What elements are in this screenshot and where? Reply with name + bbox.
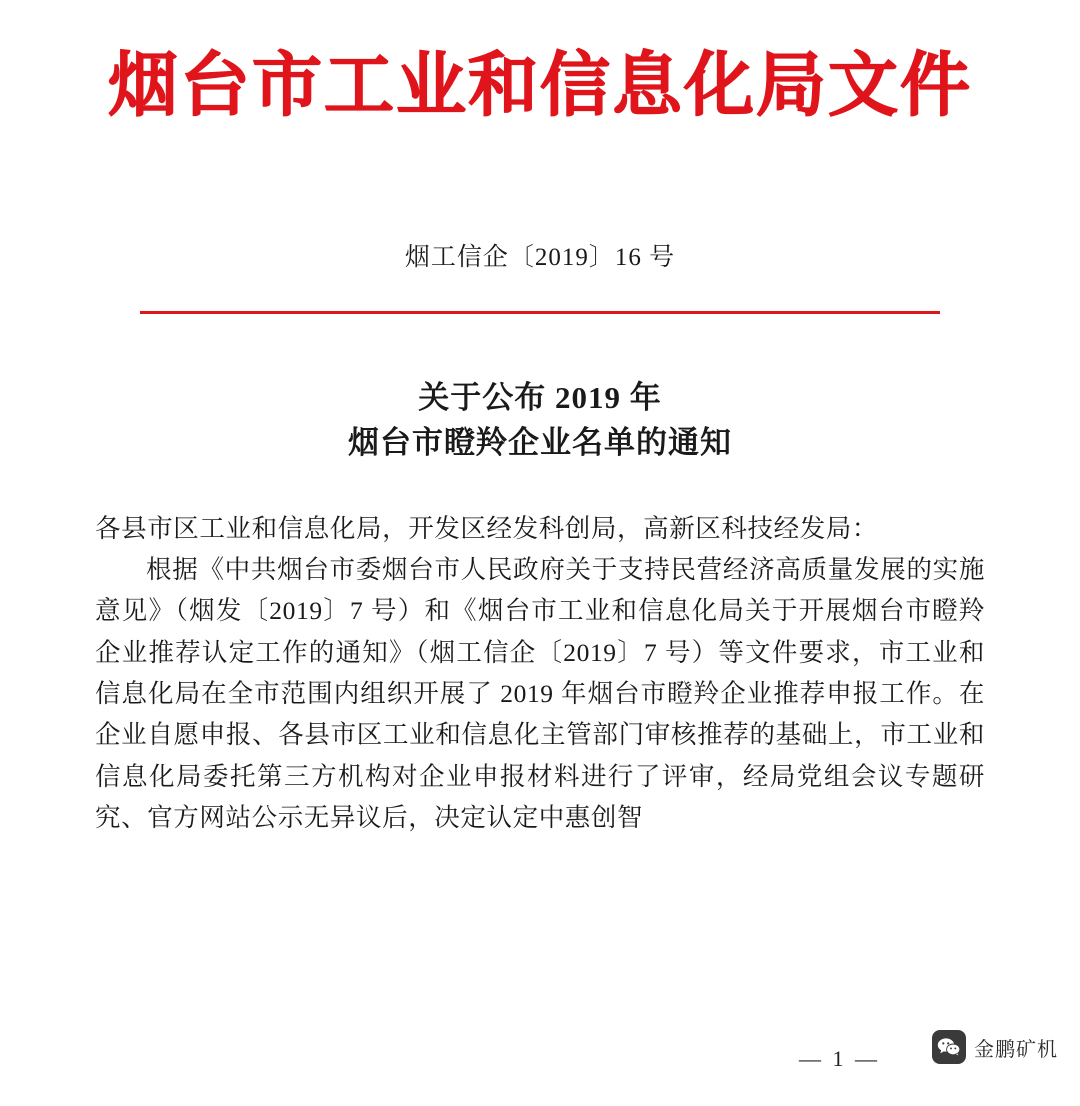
body-paragraph-salutation: 各县市区工业和信息化局，开发区经发科创局，高新区科技经发局： — [95, 513, 879, 543]
document-number: 烟工信企〔2019〕16 号 — [404, 244, 676, 271]
page-title-line-2: 烟台市瞪羚企业名单的通知 — [348, 424, 732, 460]
red-divider-rule — [140, 311, 940, 314]
document-body — [95, 508, 985, 838]
watermark-label: 金鹏矿机 — [974, 1038, 1058, 1061]
page-footer — [0, 1016, 1080, 1086]
wechat-icon — [932, 1030, 966, 1064]
page-title-line-1: 关于公布 2019 年 — [418, 380, 662, 415]
body-paragraph-main: 根据《中共烟台市委烟台市人民政府关于支持民营经济高质量发展的实施意见》（烟发〔2019〕7 号）和《烟台市工业和信息化局关于开展烟台市瞪羚企业推荐认定工作的通知》（烟工信企〔2019〕7 号）等文件要求，市工业和信息化局在全市范围内组织开展了 2019 年烟台市瞪羚企业推荐申报工作。在企业自愿申报、各县市区工业和信息化主管部门审核推荐的基础上，市工业和信息化局委托第三方机构对企业申报材料进行了评审，经局党组会议专题研究、官方网站公示无异议后，决定认定中惠创智 — [95, 555, 985, 832]
masthead-title: 烟台市工业和信息化局文件 — [108, 48, 972, 125]
watermark-badge — [932, 1030, 1058, 1064]
page-number: — 1 — — [799, 1046, 880, 1071]
page-title — [95, 376, 985, 466]
